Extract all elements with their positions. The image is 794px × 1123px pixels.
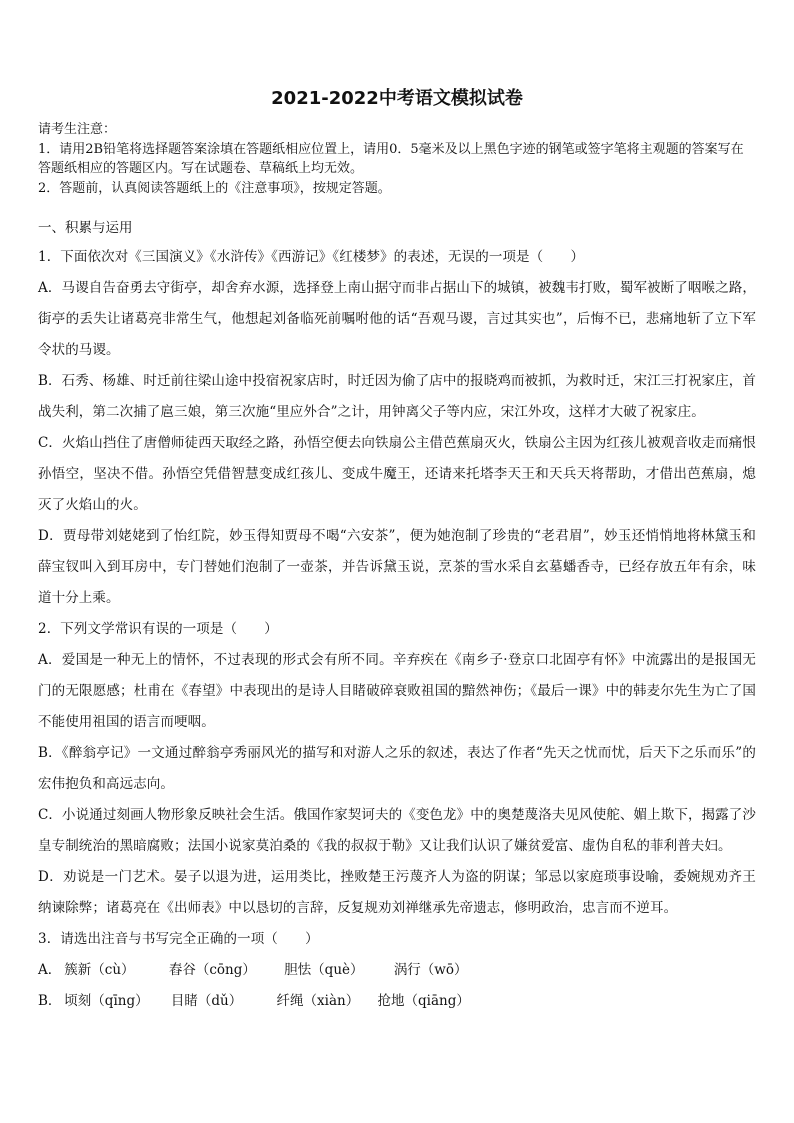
question-2-option-a: A．爱国是一种无上的情怀，不过表现的形式会有所不同。辛弃疾在《南乡子·登京口北固亭有怀》中流露出的是报国无门的无限愿感；杜甫在《春望》中表现出的是诗人目睹破碎衰败祖国的黯然神伤；《最后一课》中的韩麦尔先生为亡了国不能使用祖国的语言而哽咽。 <box>38 652 756 730</box>
pinyin-word: 抢地（qiāng） <box>377 993 470 1009</box>
question-1-option-c: C．火焰山挡住了唐僧师徒西天取经之路，孙悟空便去向铁扇公主借芭蕉扇灭火，铁扇公主因为红孩儿被观音收走而痛恨孙悟空，坚决不借。孙悟空凭借智慧变成红孩儿、变成牛魔王，还请来托塔李天王和天兵天将帮助，才借出芭蕉扇，熄灭了火焰山的火。 <box>38 435 756 513</box>
question-3-option-a <box>38 955 756 986</box>
pinyin-word: 顷刻（qīng） <box>64 993 149 1009</box>
question-2-option-b: B．《醉翁亭记》一文通过醉翁亭秀丽风光的描写和对游人之乐的叙述，表达了作者“先天之忧而忧，后天下之乐而乐”的宏伟抱负和高远志向。 <box>38 745 756 792</box>
notice-item-2: 2．答题前，认真阅读答题纸上的《注意事项》，按规定答题。 <box>38 180 391 196</box>
pinyin-word: 纤绳（xiàn） <box>276 993 360 1009</box>
question-2-option-d: D．劝说是一门艺术。晏子以退为进，运用类比，挫败楚王污蔑齐人为盗的阴谋；邹忌以家庭琐事设喻，委婉规劝齐王纳谏除弊；诸葛亮在《出师表》中以恳切的言辞，反复规劝刘禅继承先帝遗志，修明政治，忠言而不逆耳。 <box>38 869 756 916</box>
question-1 <box>38 242 756 614</box>
question-1-option-a: A．马谡自告奋勇去守街亭，却舍弃水源，选择登上南山据守而非占据山下的城镇，被魏韦打败，蜀军被断了咽喉之路，街亭的丢失让诸葛亮非常生气，他想起刘备临死前嘱咐他的话“吾观马谡，言过其实也”，后悔不已，悲痛地斩了立下军令状的马谡。 <box>38 280 756 358</box>
question-1-stem: 1．下面依次对《三国演义》《水浒传》《西游记》《红楼梦》的表述，无误的一项是（ ） <box>38 249 585 265</box>
question-1-option-b: B．石秀、杨雄、时迁前往梁山途中投宿祝家店时，时迁因为偷了店中的报晓鸡而被抓，为救时迁，宋江三打祝家庄，首战失利，第二次捕了扈三娘，第三次施“里应外合”之计，用钟离父子等内应，宋江外攻，这样才大破了祝家庄。 <box>38 373 756 420</box>
question-3-stem: 3．请选出注音与书写完全正确的一项（ ） <box>38 931 319 947</box>
pinyin-word: 目睹（dǔ） <box>170 993 243 1009</box>
exam-notice <box>38 120 756 198</box>
notice-heading: 请考生注意： <box>38 122 117 137</box>
question-3-option-b <box>38 986 756 1017</box>
question-3 <box>38 924 756 1017</box>
notice-item-1: 1．请用2B铅笔将选择题答案涂填在答题纸相应位置上，请用0．5毫米及以上黑色字迹的钢笔或签字笔将主观题的答案写在答题纸相应的答题区内。写在试题卷、草稿纸上均无效。 <box>38 141 744 176</box>
question-2 <box>38 614 756 924</box>
section-heading: 一、积累与运用 <box>38 220 133 236</box>
question-2-stem: 2．下列文学常识有误的一项是（ ） <box>38 621 278 637</box>
pinyin-word: 涡行（wō） <box>393 962 468 978</box>
question-1-option-d: D．贾母带刘姥姥到了怡红院，妙玉得知贾母不喝“六安茶”，便为她泡制了珍贵的“老君眉”，妙玉还悄悄地将林黛玉和薛宝钗叫入到耳房中，专门替她们泡制了一壶茶，并告诉黛玉说，烹茶的雪水采自玄墓蟠香寺，已经存放五年有余，味道十分上乘。 <box>38 528 756 606</box>
exam-title: 2021-2022中考语文模拟试卷 <box>271 88 523 109</box>
question-2-option-c: C．小说通过刻画人物形象反映社会生活。俄国作家契诃夫的《变色龙》中的奥楚蔑洛夫见风使舵、媚上欺下，揭露了沙皇专制统治的黑暗腐败；法国小说家莫泊桑的《我的叔叔于勒》又让我们认识了嫌贫爱富、虚伪自私的菲利普夫妇。 <box>38 807 756 854</box>
pinyin-word: 胆怯（què） <box>284 962 364 978</box>
option-label: A． <box>38 962 62 978</box>
pinyin-word: 舂谷（cōng） <box>168 962 256 978</box>
option-label: B． <box>38 993 62 1009</box>
pinyin-word: 簇新（cù） <box>64 962 135 978</box>
